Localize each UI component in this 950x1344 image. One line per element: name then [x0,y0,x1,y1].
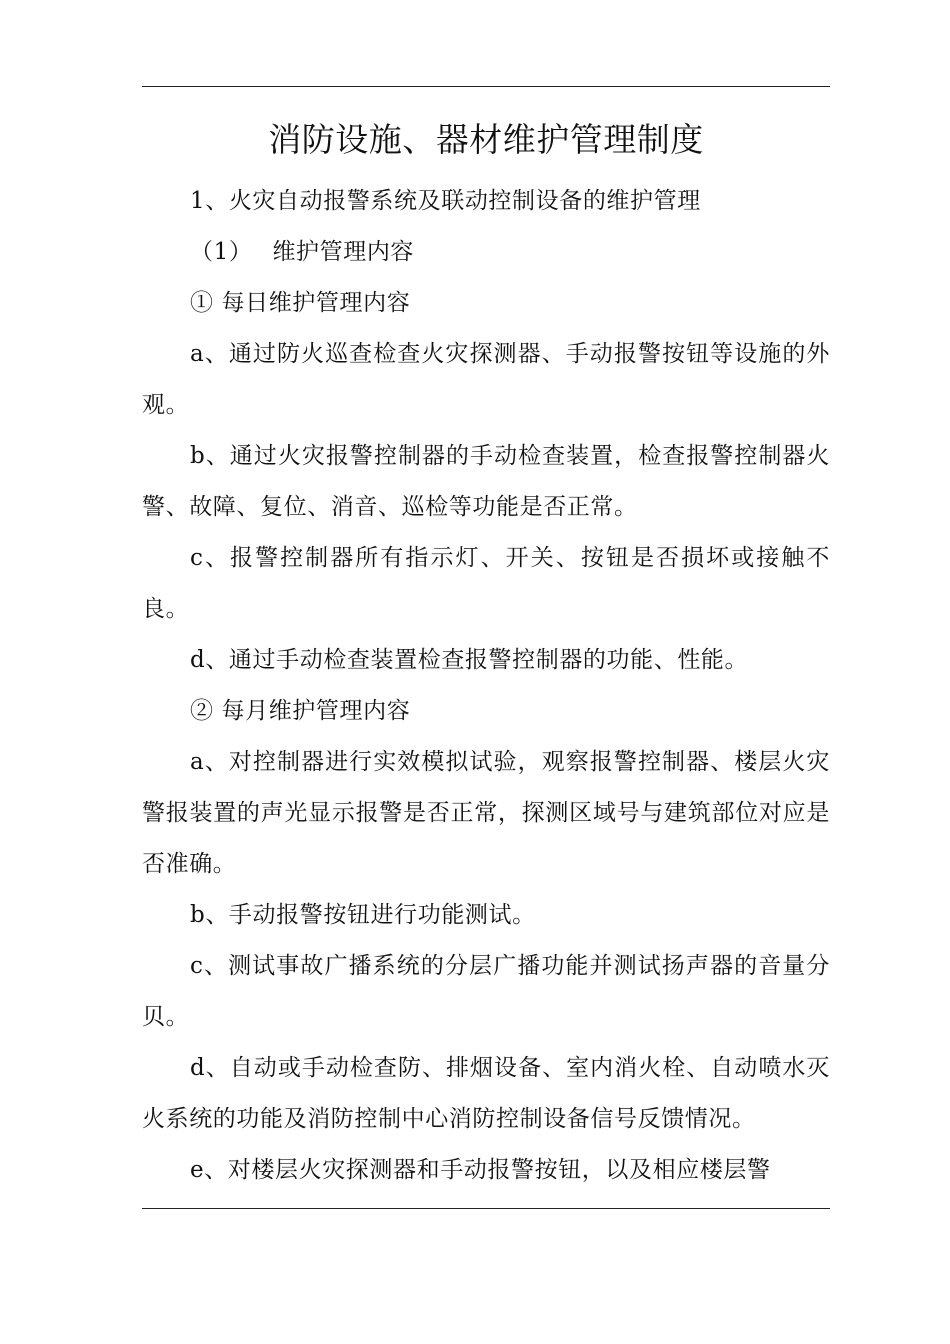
monthly-item: e、对楼层火灾探测器和手动报警按钮，以及相应楼层警 [190,1157,771,1183]
header-rule [142,86,830,87]
daily-item: b、通过火灾报警控制器的手动检查装置，检查报警控制器火警、故障、复位、消音、巡检等功能是否正常。 [142,443,830,520]
document-body [142,176,830,1196]
monthly-heading: ② 每月维护管理内容 [190,698,411,724]
monthly-item: a、对控制器进行实效模拟试验，观察报警控制器、楼层火灾警报装置的声光显示报警是否正常，探测区域号与建筑部位对应是否准确。 [142,749,830,877]
footer-rule [142,1208,830,1209]
daily-item: d、通过手动检查装置检查报警控制器的功能、性能。 [190,647,749,673]
daily-item: c、报警控制器所有指示灯、开关、按钮是否损坏或接触不良。 [142,545,830,622]
subsection-heading [142,227,830,278]
daily-heading: ① 每日维护管理内容 [190,290,411,316]
document-title: 消防设施、器材维护管理制度 [268,120,704,159]
subsection-number: （1） [190,239,253,265]
monthly-item: c、测试事故广播系统的分层广播功能并测试扬声器的音量分贝。 [142,953,830,1030]
daily-item: a、通过防火巡查检查火灾探测器、手动报警按钮等设施的外观。 [142,341,830,418]
subsection-title: 维护管理内容 [272,239,415,265]
section-heading: 1、火灾自动报警系统及联动控制设备的维护管理 [190,188,701,214]
monthly-item: b、手动报警按钮进行功能测试。 [190,902,536,928]
monthly-item: d、自动或手动检查防、排烟设备、室内消火栓、自动喷水灭火系统的功能及消防控制中心消防控制设备信号反馈情况。 [142,1055,830,1132]
